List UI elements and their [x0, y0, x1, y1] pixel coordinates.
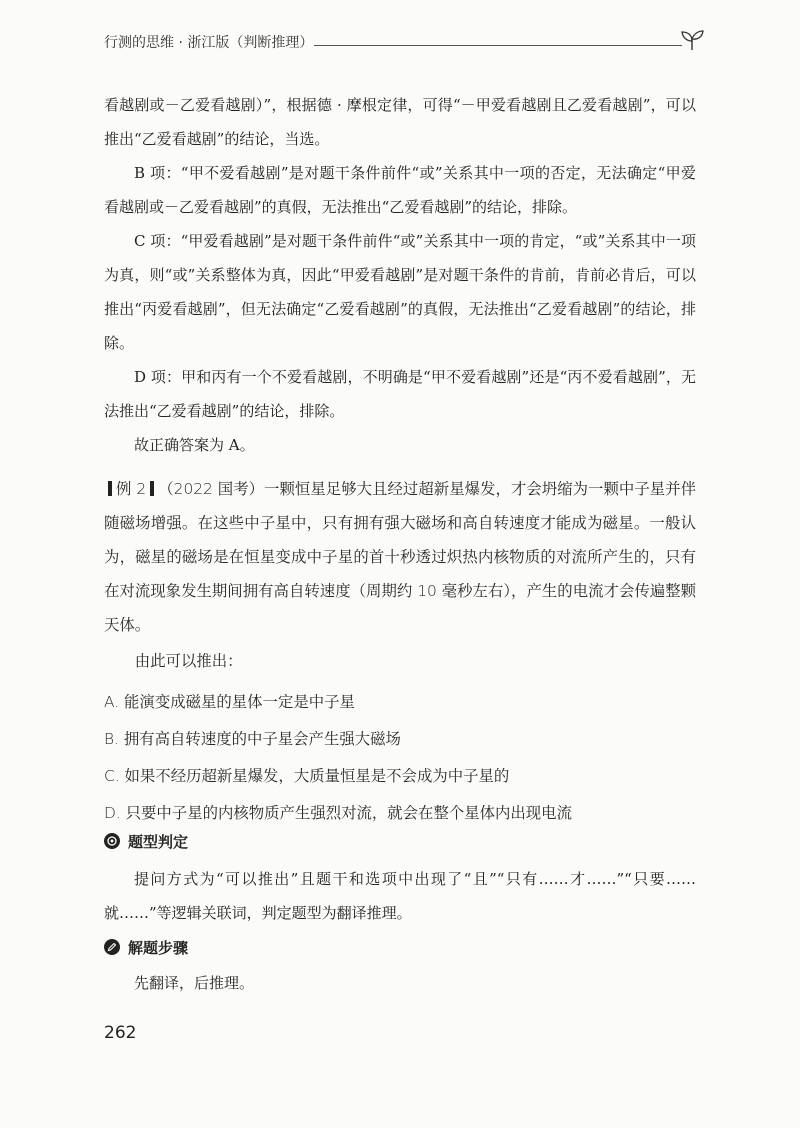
example-marker-left	[108, 481, 112, 496]
option-c: C. 如果不经历超新星爆发，大质量恒星是不会成为中子星的	[104, 767, 510, 785]
question-prompt: 由此可以推出：	[134, 652, 243, 670]
example-text: （2022 国考）一颗恒星足够大且经过超新星爆发，才会坍缩为一颗中子星并伴随磁场增强。在这些中子星中，只有拥有强大磁场和高自转速度才能成为磁星。一般认为，磁星的磁场是在恒星变成中子星的首十秒透过炽热内核物质的对流所产生的，只有在对流现象发生期间拥有高自转速度（周期约 10 毫秒左右），产生的电流才会传遍整颗天体。	[104, 480, 697, 634]
header-title: 行测的思维 · 浙江版（判断推理）	[104, 35, 314, 51]
paragraph-option-d: D 项：甲和丙有一个不爱看越剧，不明确是“甲不爱看越剧”还是“丙不爱看越剧”，无法推出“乙爱看越剧”的结论，排除。	[104, 368, 696, 420]
example-stem	[104, 472, 696, 642]
section-body-question-type: 提问方式为“可以推出”且题干和选项中出现了“且”“只有……才……”“只要……就……”等逻辑关联词，判定题型为翻译推理。	[104, 870, 696, 922]
option-b: B. 拥有高自转速度的中子星会产生强大磁场	[104, 730, 401, 748]
paragraph-option-c: C 项：“甲爱看越剧”是对题干条件前件“或”关系其中一项的肯定，“或”关系其中一项为真，则“或”关系整体为真，因此“甲爱看越剧”是对题干条件的肯前，肯前必肯后，可以推出“丙爱看越剧”，但无法确定“乙爱看越剧”的真假，无法推出“乙爱看越剧”的结论，排除。	[104, 232, 696, 352]
paragraph-a-conclusion: 看越剧或－乙爱看越剧）”，根据德 · 摩根定律，可得“－甲爱看越剧且乙爱看越剧”，可以推出“乙爱看越剧”的结论，当选。	[104, 96, 696, 148]
page-number: 262	[104, 1023, 137, 1043]
section-body-solution-steps: 先翻译，后推理。	[134, 974, 255, 992]
option-d: D. 只要中子星的内核物质产生强烈对流，就会在整个星体内出现电流	[104, 804, 572, 822]
target-icon	[104, 833, 120, 849]
running-header	[104, 28, 704, 56]
sprout-icon	[680, 28, 704, 52]
option-a: A. 能演变成磁星的星体一定是中子星	[104, 693, 355, 711]
paragraph-option-b: B 项：“甲不爱看越剧”是对题干条件前件“或”关系其中一项的否定，无法确定“甲爱看越剧或－乙爱看越剧”的真假，无法推出“乙爱看越剧”的结论，排除。	[104, 164, 696, 216]
pencil-icon	[104, 939, 120, 955]
header-rule	[314, 45, 682, 46]
section-solution-steps	[104, 936, 188, 958]
section-question-type	[104, 830, 188, 852]
section-title-solution-steps: 解题步骤	[128, 938, 189, 957]
example-marker-right	[150, 481, 154, 496]
example-label: 例 2	[116, 480, 147, 498]
paragraph-answer: 故正确答案为 A。	[134, 436, 255, 454]
section-title-question-type: 题型判定	[128, 832, 189, 851]
